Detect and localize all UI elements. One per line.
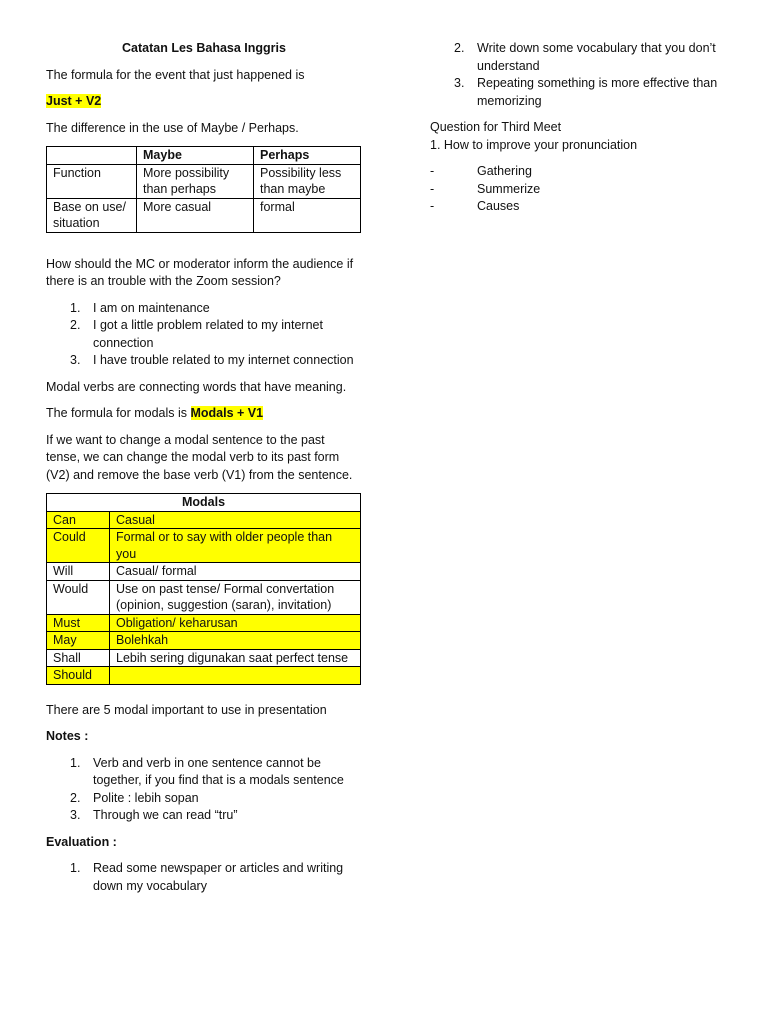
modal-use-cell: Lebih sering digunakan saat perfect tense (110, 649, 361, 667)
modal-cell: Can (47, 511, 110, 529)
modal-cell: Will (47, 563, 110, 581)
mc-answers-list (46, 300, 362, 370)
modals-table (46, 493, 361, 685)
left-column (46, 40, 362, 904)
modal-use-cell: Bolehkah (110, 632, 361, 650)
past-tense-note: If we want to change a modal sentence to the past tense, we can change the modal verb to its past form (V2) and remove the base verb (V1) from the sentence. (46, 432, 353, 482)
table-row (47, 580, 361, 614)
modal-use-cell: Use on past tense/ Formal convertation (opinion, suggestion (saran), invitation) (110, 580, 361, 614)
table-row (47, 667, 361, 685)
dash-list (430, 163, 730, 216)
modal-definition: Modal verbs are connecting words that have meaning. (46, 379, 347, 394)
spacer (46, 694, 362, 702)
difference-intro: The difference in the use of Maybe / Perhaps. (46, 120, 299, 135)
right-column (430, 40, 730, 225)
table-header-row (47, 147, 361, 165)
table-row (47, 563, 361, 581)
table-row (47, 614, 361, 632)
table-row (47, 511, 361, 529)
table-cell: Function (47, 164, 137, 198)
list-item: 2. I got a little problem related to my internet connection (46, 317, 362, 352)
list-item: 3. Through we can read “tru” (46, 807, 362, 825)
modal-use-cell: Obligation/ keharusan (110, 614, 361, 632)
mc-question: How should the MC or moderator inform the audience if there is an trouble with the Zoom session? (46, 256, 354, 288)
table-header-row (47, 494, 361, 512)
modal-formula-intro: The formula for modals is (46, 406, 191, 420)
just-formula-line (46, 93, 362, 111)
list-item: 3. Repeating something is more effective than memorizing (430, 75, 730, 110)
modal-use-cell: Casual/ formal (110, 563, 361, 581)
modal-cell: Shall (47, 649, 110, 667)
list-item: - Causes (430, 198, 730, 216)
table-cell: More possibility than perhaps (137, 164, 254, 198)
table-row (47, 164, 361, 198)
table-row (47, 649, 361, 667)
list-item: 1. I am on maintenance (46, 300, 362, 318)
table-row (47, 529, 361, 563)
list-item: - Gathering (430, 163, 730, 181)
table-cell: More casual (137, 198, 254, 232)
table-row (47, 632, 361, 650)
table-cell: formal (254, 198, 361, 232)
document-title: Catatan Les Bahasa Inggris (122, 41, 286, 55)
list-item: 2. Polite : lebih sopan (46, 790, 362, 808)
list-item: 3. I have trouble related to my internet connection (46, 352, 362, 370)
modal-formula-line (46, 405, 362, 423)
third-meet-question: 1. How to improve your pronunciation (430, 137, 638, 152)
list-item: 1. Verb and verb in one sentence cannot be together, if you find that is a modals sentence (46, 755, 362, 790)
table-header-cell: Perhaps (254, 147, 361, 165)
modal-cell: Must (47, 614, 110, 632)
table-header-cell: Maybe (137, 147, 254, 165)
modal-cell: May (47, 632, 110, 650)
modal-use-cell (110, 667, 361, 685)
modal-use-cell: Casual (110, 511, 361, 529)
evaluation-list-continued (430, 40, 730, 110)
list-item: 1. Read some newspaper or articles and writing down my vocabulary (46, 860, 362, 895)
table-row (47, 198, 361, 232)
modal-use-cell: Formal or to say with older people than you (110, 529, 361, 563)
list-item: - Summerize (430, 181, 730, 199)
modal-cell: Should (47, 667, 110, 685)
presentation-note: There are 5 modal important to use in presentation (46, 702, 327, 717)
modal-cell: Could (47, 529, 110, 563)
spacer (46, 242, 362, 256)
modal-formula: Modals + V1 (190, 406, 264, 420)
modals-table-header: Modals (47, 494, 361, 512)
table-cell: Base on use/ situation (47, 198, 137, 232)
table-cell: Possibility less than maybe (254, 164, 361, 198)
modal-cell: Would (47, 580, 110, 614)
notes-list (46, 755, 362, 825)
maybe-perhaps-table (46, 146, 361, 233)
evaluation-heading: Evaluation : (46, 834, 117, 849)
evaluation-list (46, 860, 362, 895)
table-header-cell (47, 147, 137, 165)
notes-heading: Notes : (46, 729, 89, 743)
third-meet-heading: Question for Third Meet (430, 120, 562, 134)
just-formula-intro: The formula for the event that just happened is (46, 67, 305, 82)
just-formula: Just + V2 (46, 94, 102, 108)
list-item: 2. Write down some vocabulary that you don’t understand (430, 40, 730, 75)
